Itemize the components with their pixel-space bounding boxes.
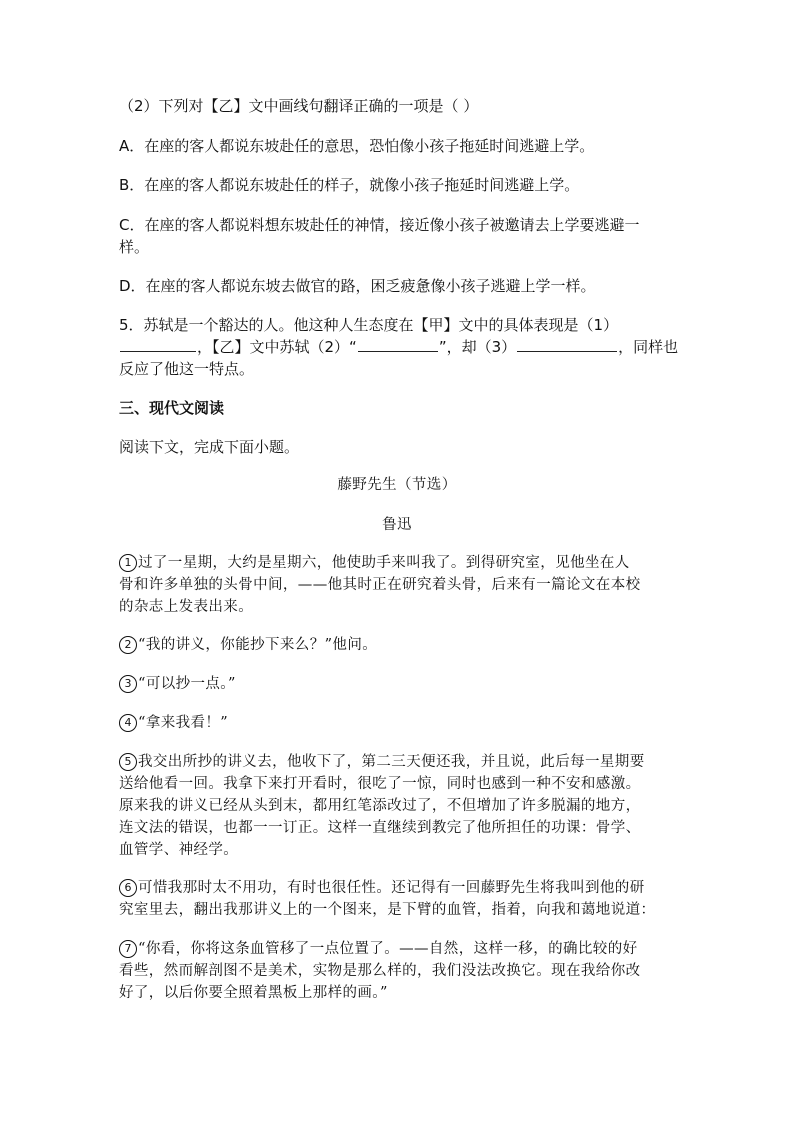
paragraph-5-line-2: 送给他看一回。我拿下来打开看时，很吃了一惊，同时也感到一种不安和感激。 bbox=[119, 776, 641, 792]
paragraph-5-line-4: 连文法的错误，也都一一订正。这样一直继续到教完了他所担任的功课：骨学、 bbox=[119, 820, 641, 836]
paragraph-4: 4 “拿来我看！” bbox=[119, 712, 228, 734]
paragraph-1-line-3: 的杂志上发表出来。 bbox=[119, 599, 254, 615]
answer-blank-1 bbox=[120, 337, 196, 352]
paragraph-number: 1 bbox=[119, 554, 137, 572]
paragraph-6-line-2: 究室里去，翻出我那讲义上的一个图来，是下臂的血管，指着，向我和蔼地说道： bbox=[119, 902, 656, 918]
question-5-line-2 bbox=[119, 336, 678, 358]
paragraph-number: 3 bbox=[119, 675, 137, 693]
question-5-text: ，【乙】文中苏轼（2）“ bbox=[197, 338, 357, 356]
paragraph-3: 3 “可以抄一点。” bbox=[119, 673, 236, 695]
paragraph-5-line-1: 5 我交出所抄的讲义去，他收下了，第二三天便还我，并且说，此后每一星期要 bbox=[119, 751, 645, 773]
answer-blank-2 bbox=[358, 337, 438, 352]
paragraph-7-line-2: 看些，然而解剖图不是美术，实物是那么样的，我们没法改换它。现在我给你改 bbox=[119, 963, 641, 979]
article-author: 鲁迅 bbox=[382, 517, 412, 533]
question-2-stem: （2）下列对【乙】文中画线句翻译正确的一项是（ ） bbox=[119, 97, 479, 115]
paragraph-1-line-1: 1 过了一星期，大约是星期六，他使助手来叫我了。到得研究室，见他坐在人 bbox=[119, 552, 630, 574]
option-d: D．在座的客人都说东坡去做官的路，困乏疲惫像小孩子逃避上学一样。 bbox=[119, 277, 596, 295]
paragraph-number: 6 bbox=[119, 879, 137, 897]
paragraph-1-line-2: 骨和许多单独的头骨中间，——他其时正在研究着头骨，后来有一篇论文在本校 bbox=[119, 577, 641, 593]
question-5-text: ”，却（3） bbox=[438, 338, 517, 356]
article-title: 藤野先生（节选） bbox=[337, 477, 457, 493]
option-b: B．在座的客人都说东坡赴任的样子，就像小孩子拖延时间逃避上学。 bbox=[119, 176, 580, 194]
paragraph-number: 5 bbox=[119, 753, 137, 771]
question-5-line-3: 反应了他这一特点。 bbox=[119, 360, 255, 378]
paragraph-2: 2 “我的讲义，你能抄下来么？”他问。 bbox=[119, 634, 377, 656]
paragraph-number: 2 bbox=[119, 636, 137, 654]
option-c-line-2: 样。 bbox=[119, 238, 150, 256]
section-title: 三、现代文阅读 bbox=[119, 399, 225, 417]
question-5-line-1: 5．苏轼是一个豁达的人。他这种人生态度在【甲】文中的具体表现是（1） bbox=[119, 316, 619, 334]
paragraph-7-line-3: 好了，以后你要全照着黑板上那样的画。” bbox=[119, 985, 388, 1001]
paragraph-7-line-1: 7 “你看，你将这条血管移了一点位置了。——自然，这样一移，的确比较的好 bbox=[119, 938, 638, 960]
paragraph-5-line-3: 原来我的讲义已经从头到末，都用红笔添改过了，不但增加了许多脱漏的地方， bbox=[119, 798, 641, 814]
paragraph-number: 7 bbox=[119, 940, 137, 958]
section-instruction: 阅读下文，完成下面小题。 bbox=[119, 438, 300, 456]
question-5-text: ，同样也 bbox=[618, 338, 679, 356]
paragraph-6-line-1: 6 可惜我那时太不用功，有时也很任性。还记得有一回藤野先生将我叫到他的研 bbox=[119, 877, 645, 899]
option-a: A．在座的客人都说东坡赴任的意思，恐怕像小孩子拖延时间逃避上学。 bbox=[119, 137, 595, 155]
paragraph-number: 4 bbox=[119, 714, 137, 732]
paragraph-5-line-5: 血管学、神经学。 bbox=[119, 842, 239, 858]
option-c-line-1: C．在座的客人都说料想东坡赴任的神情，接近像小孩子被邀请去上学要逃避一 bbox=[119, 216, 640, 234]
answer-blank-3 bbox=[517, 337, 617, 352]
